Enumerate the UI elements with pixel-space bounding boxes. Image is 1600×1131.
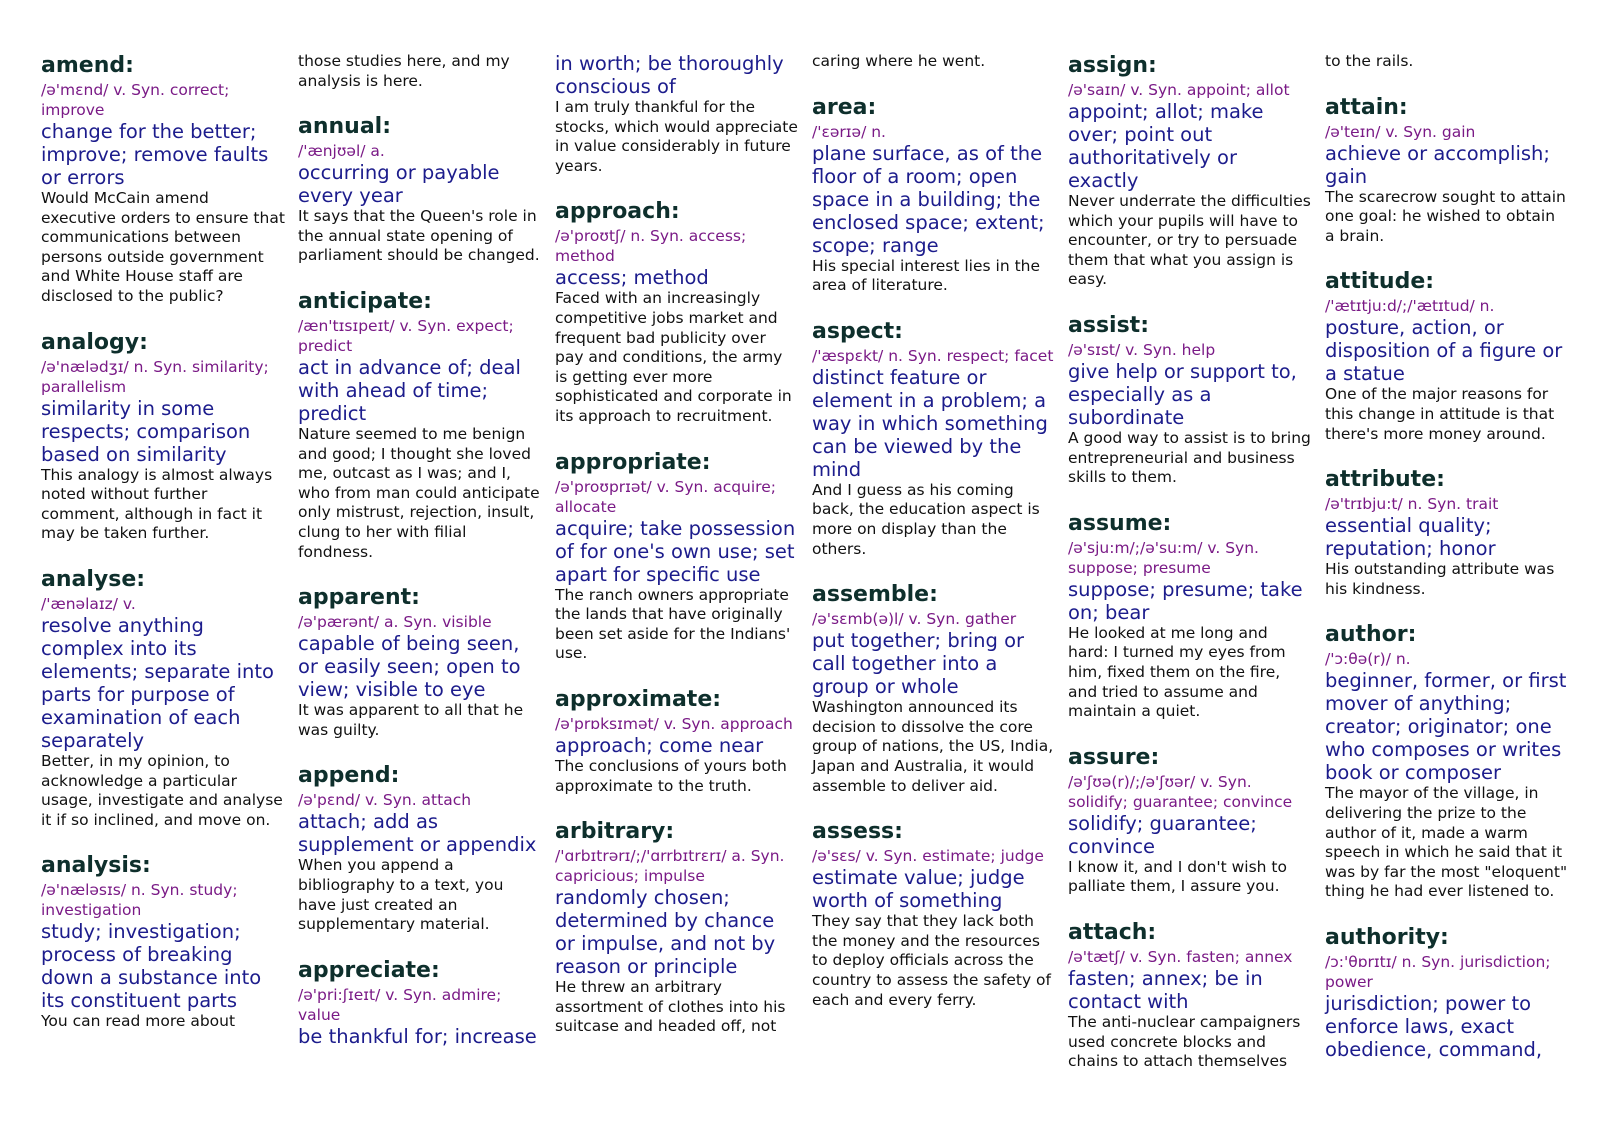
entry-analogy [41, 329, 285, 544]
entry-approximate [555, 686, 799, 796]
entry-approach [555, 198, 799, 426]
pronunciation: /'ænjʊəl/ a. [298, 142, 385, 161]
headword: analogy: [41, 329, 148, 355]
headword: assume: [1068, 510, 1172, 536]
definition: give help or support to, especially as a subordinate [1068, 359, 1297, 429]
example-sentence: You can read more about [41, 1012, 236, 1031]
pronunciation: /æn'tɪsɪpeɪt/ v. Syn. expect; predict [298, 316, 514, 355]
entry-assume [1068, 510, 1312, 722]
pronunciation: /ə'saɪn/ v. Syn. appoint; allot [1068, 81, 1290, 99]
definition: jurisdiction; power to enforce laws, exact obedience, command, [1325, 991, 1543, 1061]
definition: solidify; guarantee; convince [1068, 811, 1257, 858]
definition: change for the better; improve; remove faults or errors [41, 120, 269, 189]
example-sentence: He looked at me long and hard: I turned my eyes from him, fixed them on the fire, and tried to assume and maintain a quiet. [1068, 623, 1286, 721]
entry-appropriate [555, 449, 799, 664]
entry-apparent [298, 584, 542, 740]
pronunciation: /ə'prɒksɪmət/ v. Syn. approach [555, 714, 793, 733]
entry-anticipate [298, 288, 542, 562]
entry-aspect [812, 318, 1056, 559]
definition: plane surface, as of the floor of a room; open space in a building; the enclosed space; extent; scope; range [812, 141, 1045, 257]
definition: resolve anything complex into its elements; separate into parts for purpose of examination of each separately [41, 613, 274, 752]
pronunciation: /ə'mɛnd/ v. Syn. correct; improve [41, 81, 230, 119]
definition: posture, action, or disposition of a figure or a statue [1325, 316, 1563, 386]
headword: attach: [1068, 919, 1157, 945]
entry-amend [41, 52, 285, 307]
headword: anticipate: [298, 288, 432, 314]
headword: assure: [1068, 744, 1160, 770]
pronunciation: /'ɛərɪə/ n. [812, 122, 886, 141]
example-sentence: He threw an arbitrary assortment of clothes into his suitcase and headed off, not [555, 978, 786, 1036]
headword: attribute: [1325, 467, 1445, 493]
continued-example: caring where he went. [812, 52, 986, 70]
example-sentence: Would McCain amend executive orders to ensure that communications between persons outside government and White House staff are disclosed to the public? [41, 189, 285, 305]
pronunciation: /ə'sɛs/ v. Syn. estimate; judge [812, 847, 1044, 866]
entry-attribute [1325, 466, 1569, 599]
definition: put together; bring or call together into a group or whole [812, 629, 1025, 699]
pronunciation: /'æspɛkt/ n. Syn. respect; facet [812, 346, 1054, 365]
entry-annual [298, 113, 542, 266]
entry-append [298, 762, 542, 934]
entry-authority [1325, 924, 1569, 1061]
pronunciation: /ə'ʃʊə(r)/;/ə'ʃʊər/ v. Syn. solidify; guarantee; convince [1068, 772, 1293, 811]
definition: approach; come near [555, 733, 764, 757]
entry-analyse [41, 566, 285, 830]
column-2 [298, 52, 542, 1070]
column-6 [1325, 52, 1569, 1083]
pronunciation: /ə'trɪbju:t/ n. Syn. trait [1325, 495, 1499, 514]
headword: approximate: [555, 686, 722, 712]
pronunciation: /ə'næləsɪs/ n. Syn. study; investigation [41, 881, 238, 920]
example-sentence: Faced with an increasingly competitive jobs market and frequent bad publicity over pay and conditions, the army is getting ever more sophisticated and corporate in its approach to recruitment. [555, 289, 792, 425]
headword: apparent: [298, 585, 420, 611]
pronunciation: /ə'pri:ʃɪeɪt/ v. Syn. admire; value [298, 985, 502, 1024]
example-sentence: His special interest lies in the area of literature. [812, 256, 1041, 295]
definition: suppose; presume; take on; bear [1068, 577, 1303, 624]
continued-example: those studies here, and my analysis is here. [298, 52, 510, 90]
definition: beginner, former, or first mover of anything; creator; originator; one who composes or writes book or composer [1325, 669, 1567, 785]
entry-attitude [1325, 268, 1569, 444]
pronunciation: /ə'nælədʒɪ/ n. Syn. similarity; parallelism [41, 357, 269, 396]
definition: access; method [555, 266, 709, 290]
headword: append: [298, 763, 400, 789]
pronunciation: /ɔ:'θɒrɪtɪ/ n. Syn. jurisdiction; power [1325, 952, 1551, 991]
entry-appreciate [298, 957, 542, 1048]
continued-entry [555, 52, 799, 176]
headword: approach: [555, 199, 680, 225]
example-sentence: The scarecrow sought to attain one goal: he wished to obtain a brain. [1325, 187, 1566, 245]
example-sentence: A good way to assist is to bring entrepreneurial and business skills to them. [1068, 428, 1311, 487]
headword: aspect: [812, 318, 903, 344]
column-5 [1068, 52, 1312, 1094]
pronunciation: /ə'proʊprɪət/ v. Syn. acquire; allocate [555, 477, 776, 516]
example-sentence: It was apparent to all that he was guilty. [298, 701, 524, 739]
headword: appreciate: [298, 957, 440, 983]
example-sentence: It says that the Queen's role in the annual state opening of parliament should be changed. [298, 207, 540, 265]
definition: fasten; annex; be in contact with [1068, 966, 1263, 1013]
entry-assign [1068, 52, 1312, 290]
column-4 [812, 52, 1056, 1032]
example-sentence: They say that they lack both the money and the resources to deploy officials across the country to assess the safety of each and every ferry. [812, 912, 1052, 1009]
headword: attitude: [1325, 269, 1435, 295]
headword: assist: [1068, 312, 1149, 338]
example-sentence: And I guess as his coming back, the education aspect is more on display than the others. [812, 480, 1040, 558]
entry-assist [1068, 312, 1312, 488]
column-3 [555, 52, 799, 1059]
definition: estimate value; judge worth of something [812, 866, 1025, 913]
continued-example: to the rails. [1325, 52, 1414, 70]
pronunciation: /ə'pærənt/ a. Syn. visible [298, 613, 492, 632]
example-sentence: Washington announced its decision to dissolve the core group of nations, the US, India, Japan and Australia, it would assemble to deliver aid. [812, 698, 1054, 795]
definition: essential quality; reputation; honor [1325, 514, 1496, 561]
example-sentence: One of the major reasons for this change in attitude is that there's more money around. [1325, 385, 1555, 443]
example-sentence: The ranch owners appropriate the lands that have originally been set aside for the Indians' use. [555, 585, 791, 663]
pronunciation: /ə'tætʃ/ v. Syn. fasten; annex [1068, 947, 1293, 966]
example-sentence: I know it, and I don't wish to palliate them, I assure you. [1068, 857, 1287, 896]
pronunciation: /'ɔ:θə(r)/ n. [1325, 650, 1411, 669]
example-sentence: Never underrate the difficulties which your pupils will have to encounter, or try to persuade them that what you assign is easy. [1068, 192, 1311, 289]
headword: area: [812, 94, 877, 120]
example-sentence: Nature seemed to me benign and good; I thought she loved me, outcast as I was; and I, who from man could anticipate only mistrust, rejection, insult, clung to her with filial fondness. [298, 424, 540, 561]
headword: authority: [1325, 924, 1449, 950]
headword: assemble: [812, 582, 938, 608]
pronunciation: /ə'teɪn/ v. Syn. gain [1325, 122, 1476, 141]
entry-assemble [812, 581, 1056, 796]
continued-definition: in worth; be thoroughly conscious of [555, 52, 784, 98]
definition: achieve or accomplish; gain [1325, 141, 1550, 188]
example-sentence: This analogy is almost always noted without further comment, although in fact it may be taken further. [41, 465, 273, 543]
pronunciation: /ə'sju:m/;/ə'su:m/ v. Syn. suppose; presume [1068, 538, 1259, 577]
pronunciation: /ə'sɪst/ v. Syn. help [1068, 340, 1216, 359]
definition: randomly chosen; determined by chance or impulse, and not by reason or principle [555, 886, 776, 979]
example-sentence: His outstanding attribute was his kindness. [1325, 560, 1555, 598]
headword: arbitrary: [555, 819, 675, 845]
headword: analyse: [41, 566, 146, 592]
entry-arbitrary [555, 818, 799, 1037]
definition: study; investigation; process of breaking down a substance into its constituent parts [41, 920, 262, 1013]
column-1 [41, 52, 285, 1054]
definition: distinct feature or element in a problem; a way in which something can be viewed by the mind [812, 365, 1048, 481]
entry-assure [1068, 744, 1312, 897]
example-sentence: When you append a bibliography to a text, you have just created an supplementary material. [298, 856, 504, 934]
pronunciation: /ə'proʊtʃ/ n. Syn. access; method [555, 227, 747, 266]
example-sentence: The conclusions of yours both approximate to the truth. [555, 756, 787, 795]
entry-assess [812, 818, 1056, 1010]
continued-example: I am truly thankful for the stocks, which would appreciate in value considerably in future years. [555, 98, 798, 175]
headword: assess: [812, 819, 903, 845]
definition: attach; add as supplement or appendix [298, 810, 537, 857]
entry-attain [1325, 94, 1569, 247]
pronunciation: /ə'sɛmb(ə)l/ v. Syn. gather [812, 610, 1017, 629]
definition: similarity in some respects; comparison based on similarity [41, 396, 251, 466]
headword: assign: [1068, 53, 1157, 78]
headword: amend: [41, 53, 134, 78]
pronunciation: /'ænəlaɪz/ v. [41, 594, 136, 613]
headword: author: [1325, 622, 1417, 648]
definition: be thankful for; increase [298, 1024, 537, 1048]
pronunciation: /'ætɪtju:d/;/'ætɪtud/ n. [1325, 297, 1495, 316]
headword: analysis: [41, 853, 151, 879]
definition: act in advance of; deal with ahead of time; predict [298, 355, 521, 425]
definition: appoint; allot; make over; point out authoritatively or exactly [1068, 100, 1264, 192]
entry-area [812, 94, 1056, 296]
entry-analysis [41, 852, 285, 1032]
headword: attain: [1325, 94, 1408, 120]
headword: appropriate: [555, 449, 711, 475]
example-sentence: The mayor of the village, in delivering the prize to the author of it, made a warm speech in which he said that it was by far the most "eloquent" thing he had ever listened to. [1325, 784, 1568, 901]
entry-attach [1068, 919, 1312, 1072]
pronunciation: /ə'pɛnd/ v. Syn. attach [298, 791, 472, 810]
definition: capable of being seen, or easily seen; open to view; visible to eye [298, 632, 521, 702]
definition: occurring or payable every year [298, 161, 500, 208]
definition: acquire; take possession of for one's own use; set apart for specific use [555, 516, 796, 586]
entry-author [1325, 621, 1569, 902]
example-sentence: The anti-nuclear campaigners used concrete blocks and chains to attach themselves [1068, 1012, 1301, 1071]
example-sentence: Better, in my opinion, to acknowledge a particular usage, investigate and analyse it if so inclined, and move on. [41, 751, 283, 829]
headword: annual: [298, 114, 392, 140]
pronunciation: /'ɑrbɪtrərɪ/;/'ɑrrbɪtrɛrɪ/ a. Syn. capricious; impulse [555, 847, 785, 886]
